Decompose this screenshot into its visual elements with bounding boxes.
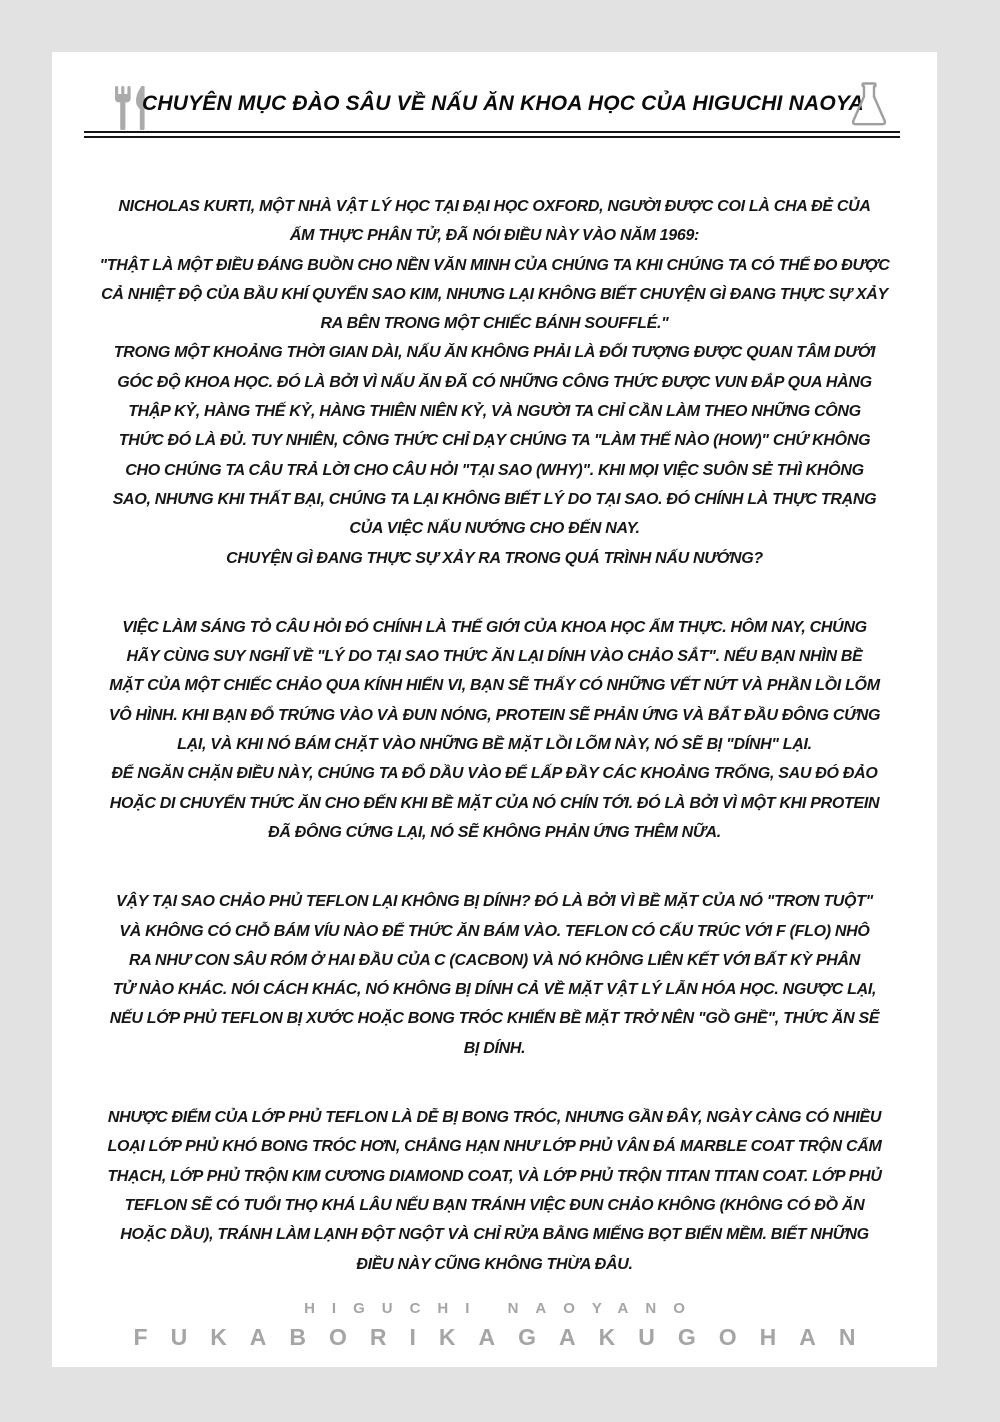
text-line: RA NHƯ CON SÂU RÓM Ở HAI ĐẦU CỦA C (CACBON) VÀ NÓ KHÔNG LIÊN KẾT VỚI BẤT KỲ PHÂN: [129, 951, 860, 969]
text-line: CHUYỆN GÌ ĐANG THỰC SỰ XẢY RA TRONG QUÁ TRÌNH NẤU NƯỚNG?: [226, 549, 763, 567]
text-line: HÃY CÙNG SUY NGHĨ VỀ "LÝ DO TẠI SAO THỨC ĂN LẠI DÍNH VÀO CHẢO SẮT". NẾU BẠN NHÌN BỀ: [126, 648, 863, 666]
column-footer: [52, 1300, 937, 1351]
text-line: TEFLON SẼ CÓ TUỔI THỌ KHÁ LÂU NẾU BẠN TRÁNH VIỆC ĐUN CHẢO KHÔNG (KHÔNG CÓ ĐỒ ĂN: [124, 1196, 865, 1214]
text-line: CỦA VIỆC NẤU NƯỚNG CHO ĐẾN NAY.: [349, 520, 640, 538]
erlenmeyer-flask-icon: [850, 80, 888, 135]
content-card: [52, 52, 937, 1367]
text-line: NICHOLAS KURTI, MỘT NHÀ VẬT LÝ HỌC TẠI ĐẠI HỌC OXFORD, NGƯỜI ĐƯỢC COI LÀ CHA ĐẺ CỦA: [118, 198, 871, 215]
text-line: ĐỂ NGĂN CHẶN ĐIỀU NÀY, CHÚNG TA ĐỔ DẦU VÀO ĐỂ LẤP ĐẦY CÁC KHOẢNG TRỐNG, SAU ĐÓ ĐẢO: [111, 765, 878, 783]
text-line: VIỆC LÀM SÁNG TỎ CÂU HỎI ĐÓ CHÍNH LÀ THẾ GIỚI CỦA KHOA HỌC ẨM THỰC. HÔM NAY, CHÚNG: [122, 618, 867, 636]
paragraph-block: [72, 887, 917, 1063]
text-line: VÀ KHÔNG CÓ CHỖ BÁM VÍU NÀO ĐỂ THỨC ĂN BÁM VÀO. TEFLON CÓ CẤU TRÚC VỚI F (FLO) NHÔ: [119, 922, 870, 940]
paragraph-block: [72, 192, 917, 573]
text-line: NẾU LỚP PHỦ TEFLON BỊ XƯỚC HOẶC BONG TRÓC KHIẾN BỀ MẶT TRỞ NÊN "GỒ GHỀ", THỨC ĂN SẼ: [109, 1010, 880, 1028]
text-line: HOẶC DẦU), TRÁNH LÀM LẠNH ĐỘT NGỘT VÀ CHỈ RỬA BẰNG MIẾNG BỌT BIỂN MỀM. BIẾT NHỮNG: [120, 1226, 869, 1244]
text-line: THẠCH, LỚP PHỦ TRỘN KIM CƯƠNG DIAMOND COAT, VÀ LỚP PHỦ TRỘN TITAN TITAN COAT. LỚP PHỦ: [107, 1167, 882, 1185]
text-line: THẬP KỶ, HÀNG THẾ KỶ, HÀNG THIÊN NIÊN KỶ, VÀ NGƯỜI TA CHỈ CẦN LÀM THEO NHỮNG CÔNG: [128, 403, 861, 421]
text-line: ĐIỀU NÀY CŨNG KHÔNG THỪA ĐÂU.: [356, 1255, 633, 1273]
text-line: HOẶC DI CHUYỂN THỨC ĂN CHO ĐẾN KHI BỀ MẶT CỦA NÓ CHÍN TỚI. ĐÓ LÀ BỞI VÌ MỘT KHI PROTEIN: [109, 794, 880, 812]
text-line: BỊ DÍNH.: [463, 1039, 526, 1057]
text-line: GÓC ĐỘ KHOA HỌC. ĐÓ LÀ BỞI VÌ NẤU ĂN ĐÃ CÓ NHỮNG CÔNG THỨC ĐƯỢC VUN ĐẮP QUA HÀNG: [117, 373, 872, 391]
article-text: [72, 192, 917, 1279]
text-line: NHƯỢC ĐIỂM CỦA LỚP PHỦ TEFLON LÀ DỄ BỊ BONG TRÓC, NHƯNG GẦN ĐÂY, NGÀY CÀNG CÓ NHIỀU: [107, 1109, 882, 1127]
text-line: "THẬT LÀ MỘT ĐIỀU ĐÁNG BUỒN CHO NỀN VĂN MINH CỦA CHÚNG TA KHI CHÚNG TA CÓ THỂ ĐO ĐƯỢC: [99, 256, 890, 274]
paragraph-block: [72, 1103, 917, 1279]
text-line: TỬ NÀO KHÁC. NÓI CÁCH KHÁC, NÓ KHÔNG BỊ DÍNH CẢ VỀ MẶT VẬT LÝ LẪN HÓA HỌC. NGƯỢC LẠI,: [112, 981, 877, 999]
text-line: CẢ NHIỆT ĐỘ CỦA BẦU KHÍ QUYỂN SAO KIM, NHƯNG LẠI KHÔNG BIẾT CHUYỆN GÌ ĐANG THỰC SỰ XẢY: [101, 285, 888, 303]
text-line: CHO CHÚNG TA CÂU TRẢ LỜI CHO CÂU HỎI "TẠI SAO (WHY)". KHI MỌI VIỆC SUÔN SẺ THÌ KHÔNG: [125, 461, 864, 479]
column-header: [52, 52, 937, 140]
author-name-romaji: HIGUCHI NAOYANO: [304, 1300, 702, 1317]
column-title: CHUYÊN MỤC ĐÀO SÂU VỀ NẤU ĂN KHOA HỌC CỦA HIGUCHI NAOYA: [142, 92, 864, 115]
header-double-rule: [84, 131, 900, 138]
text-line: TRONG MỘT KHOẢNG THỜI GIAN DÀI, NẤU ĂN KHÔNG PHẢI LÀ ĐỐI TƯỢNG ĐƯỢC QUAN TÂM DƯỚI: [113, 344, 876, 362]
paragraph-block: [72, 613, 917, 847]
text-line: THỨC ĐÓ LÀ ĐỦ. TUY NHIÊN, CÔNG THỨC CHỈ DẠY CHÚNG TA "LÀM THẾ NÀO (HOW)" CHỨ KHÔNG: [118, 432, 871, 450]
text-line: SAO, NHƯNG KHI THẤT BẠI, CHÚNG TA LẠI KHÔNG BIẾT LÝ DO TẠI SAO. ĐÓ CHÍNH LÀ THỰC TRẠNG: [112, 490, 877, 508]
text-line: ĐÃ ĐÔNG CỨNG LẠI, NÓ SẼ KHÔNG PHẢN ỨNG THÊM NỮA.: [268, 823, 721, 841]
series-title-romaji: FUKABORIKAGAKUGOHAN: [133, 1324, 879, 1350]
text-line: VẬY TẠI SAO CHẢO PHỦ TEFLON LẠI KHÔNG BỊ DÍNH? ĐÓ LÀ BỞI VÌ BỀ MẶT CỦA NÓ "TRƠN TUỘT": [116, 893, 873, 911]
text-line: VÔ HÌNH. KHI BẠN ĐỔ TRỨNG VÀO VÀ ĐUN NÓNG, PROTEIN SẼ PHẢN ỨNG VÀ BẮT ĐẦU ĐÔNG CỨNG: [108, 706, 881, 724]
text-line: ẨM THỰC PHÂN TỬ, ĐÃ NÓI ĐIỀU NÀY VÀO NĂM 1969:: [289, 227, 700, 245]
text-line: LẠI, VÀ KHI NÓ BÁM CHẶT VÀO NHỮNG BỀ MẶT LỒI LÕM NÀY, NÓ SẼ BỊ "DÍNH" LẠI.: [177, 736, 812, 754]
text-line: LOẠI LỚP PHỦ KHÓ BONG TRÓC HƠN, CHẲNG HẠN NHƯ LỚP PHỦ VÂN ĐÁ MARBLE COAT TRỘN CẨM: [107, 1138, 882, 1156]
text-line: MẶT CỦA MỘT CHIẾC CHẢO QUA KÍNH HIỂN VI, BẠN SẼ THẤY CÓ NHỮNG VẾT NỨT VÀ PHẦN LỒI LÕM: [109, 677, 880, 695]
text-line: RA BÊN TRONG MỘT CHIẾC BÁNH SOUFFLÉ.": [320, 315, 669, 333]
